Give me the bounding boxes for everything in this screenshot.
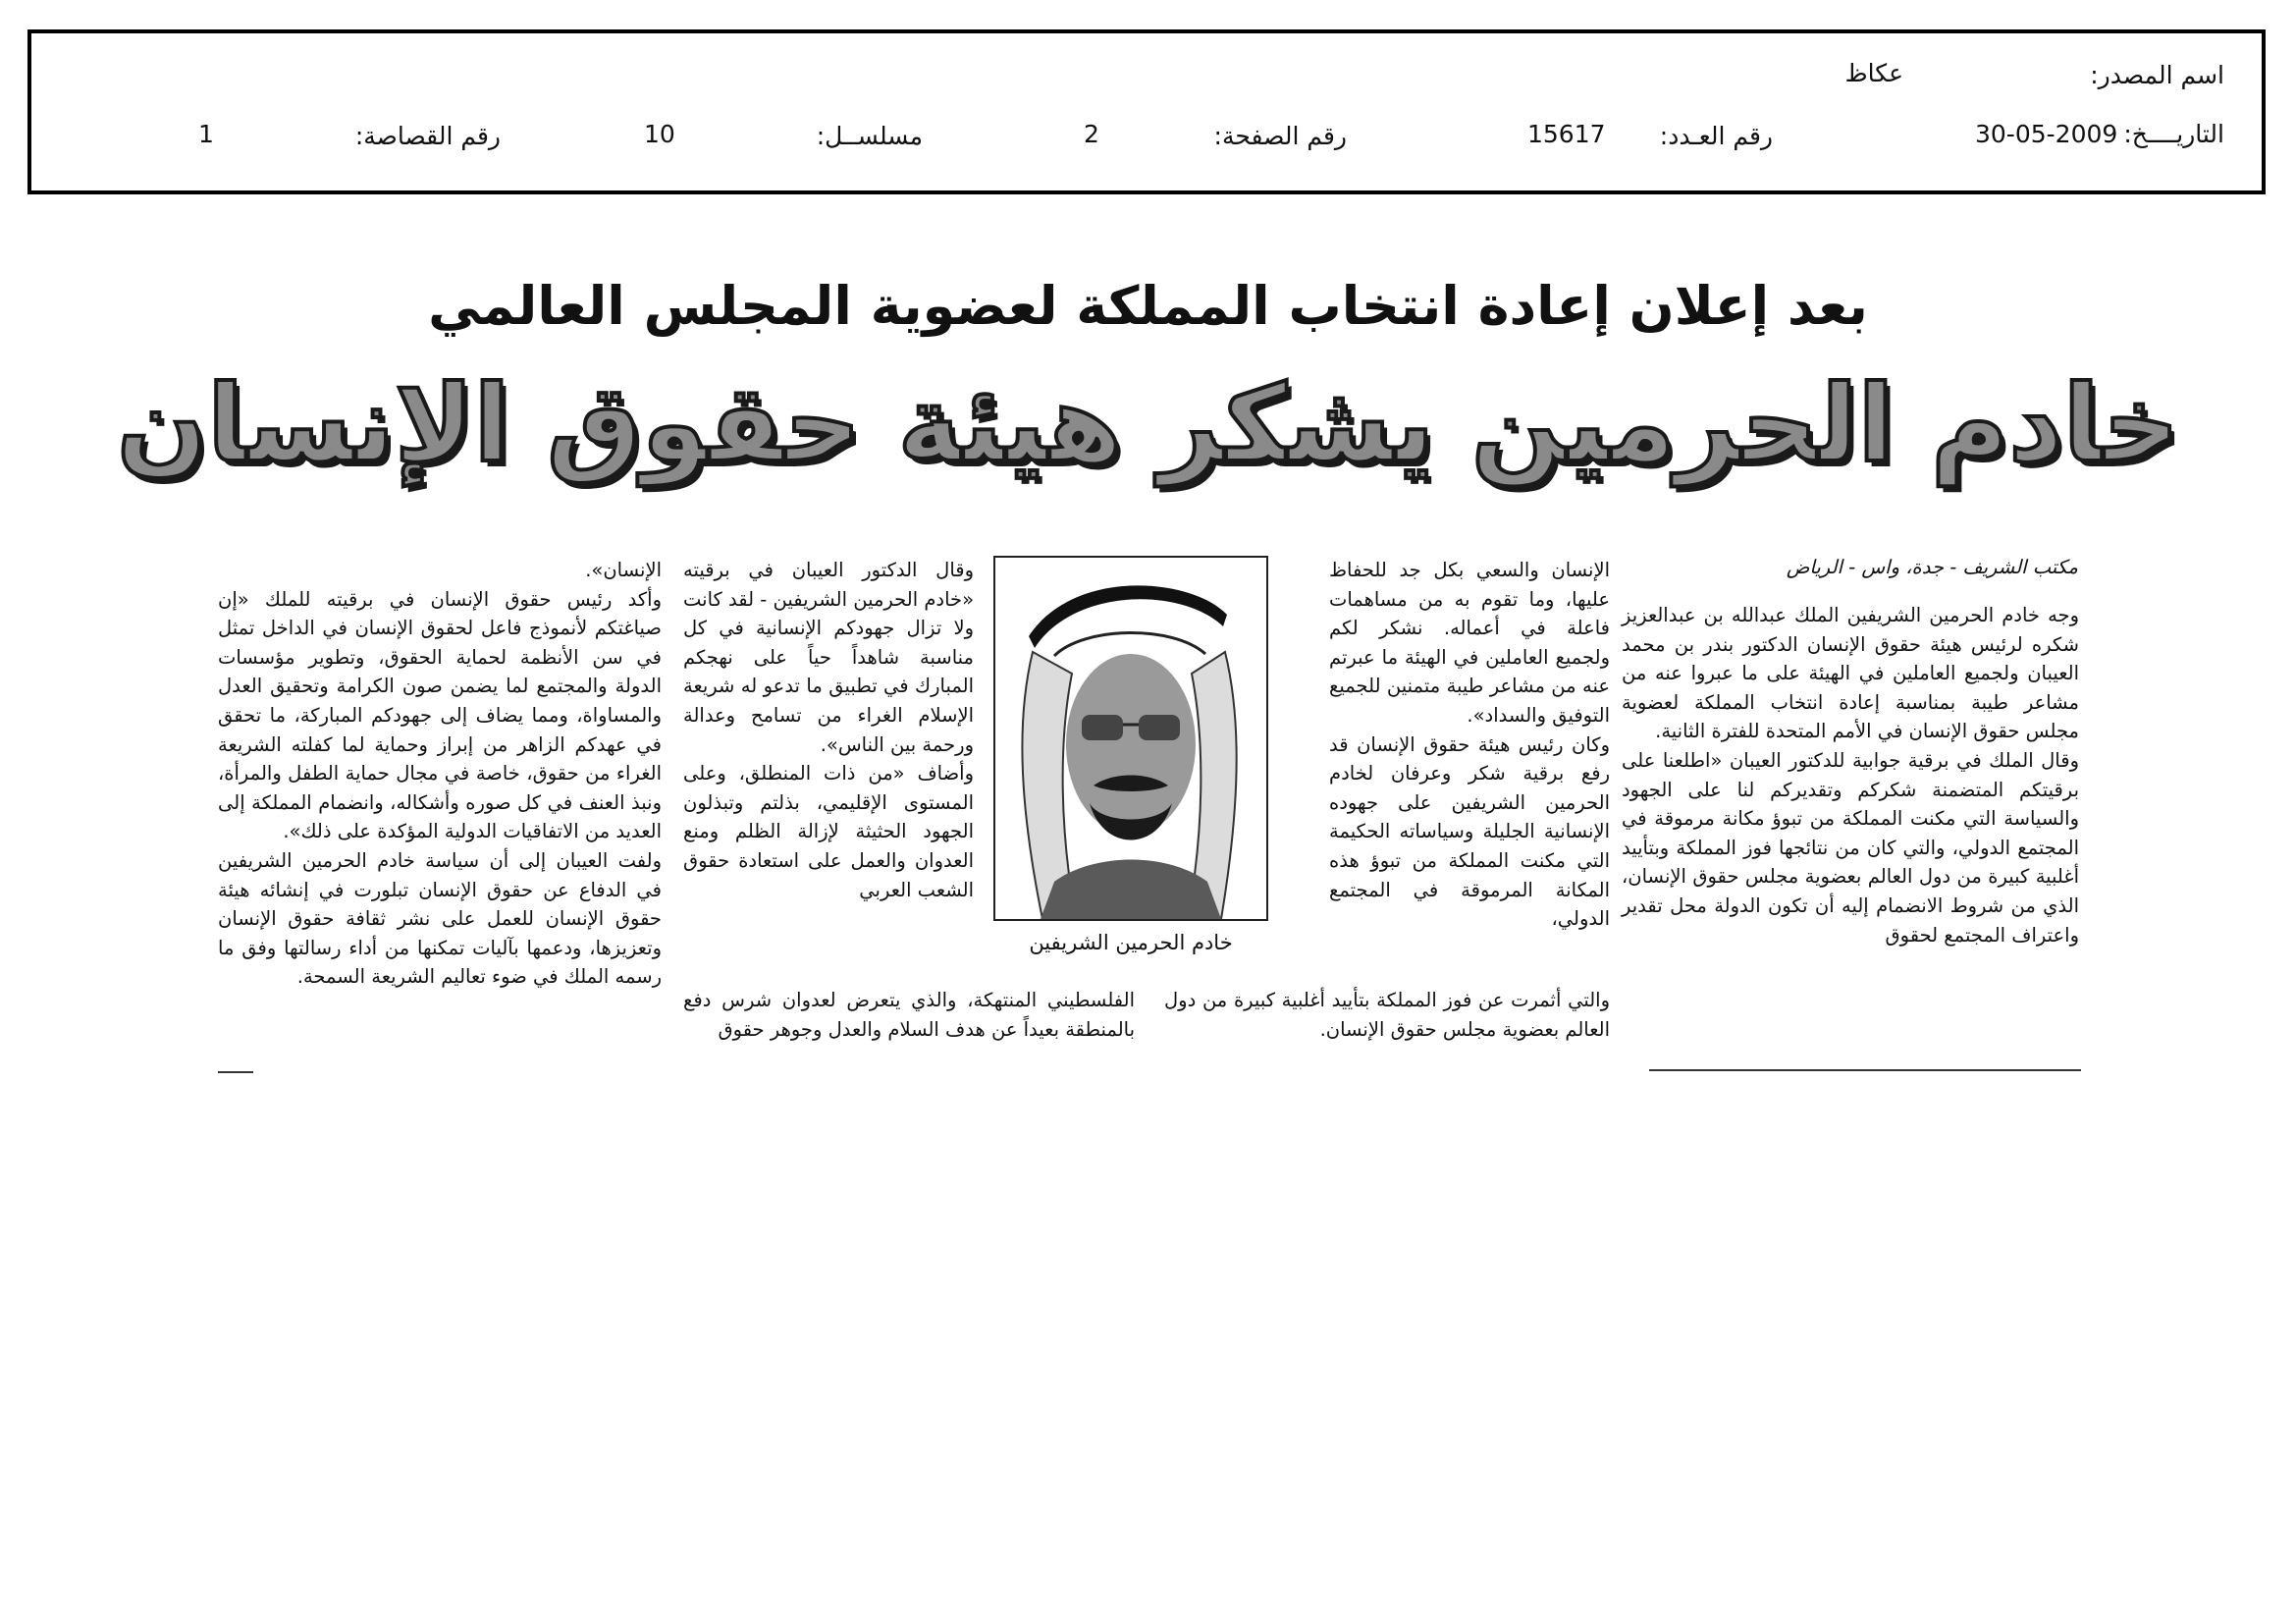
serial-label: مسلســل: xyxy=(816,122,923,150)
serial-value: 10 xyxy=(644,120,675,148)
page-value: 2 xyxy=(1084,120,1099,148)
photo-caption: خادم الحرمين الشريفين xyxy=(1029,931,1233,954)
clip-label: رقم القصاصة: xyxy=(354,122,501,150)
article-column-2-bottom: والتي أثمرت عن فوز المملكة بتأييد أغلبية كبيرة من دول العالم بعضوية مجلس حقوق الإنسان. xyxy=(1164,989,1610,1041)
king-portrait-photo xyxy=(993,556,1268,921)
column-end-rule-right xyxy=(1649,1069,2081,1071)
article-byline: مكتب الشريف - جدة، واس - الرياض xyxy=(1786,556,2078,578)
portrait-image xyxy=(995,558,1266,919)
article-kicker: بعد إعلان إعادة انتخاب المملكة لعضوية المجلس العالمي xyxy=(428,275,1868,337)
article-headline: خادم الحرمين يشكر هيئة حقوق الإنسان xyxy=(116,363,2180,486)
article-column-3-bottom: الفلسطيني المنتهكة، والذي يتعرض لعدوان شرس دفع بالمنطقة بعيداً عن هدف السلام والعدل وجوهر حقوق xyxy=(683,989,1135,1041)
clip-value: 1 xyxy=(198,120,214,148)
clipping-header xyxy=(27,29,2266,194)
page-label: رقم الصفحة: xyxy=(1213,122,1347,150)
source-value: عكاظ xyxy=(1844,59,1903,87)
column-end-rule-left xyxy=(218,1071,253,1073)
date-value: 30-05-2009 xyxy=(1975,120,2118,148)
issue-label: رقم العـدد: xyxy=(1659,122,1773,150)
issue-value: 15617 xyxy=(1527,120,1606,148)
article-column-4: الإنسان». وأكد رئيس حقوق الإنسان في برقيته للملك «إن صياغتكم لأنموذج فاعل لحقوق الإنسان في الداخل تمثل في سن الأنظمة لحماية الحقوق، وتطوير مؤسسات الدولة والمجتمع لما يضمن صون الكرامة وتحقيق العدل والمساواة، ومما يضاف إلى جهودكم المباركة، ما تحقق في عهدكم الزاهر من إبراز وحماية لما كفلته الشريعة الغراء من حقوق، خاصة في مجال حماية الطفل والمرأة، ونبذ العنف في كل صوره وأشكاله، وانضمام المملكة إلى العديد من الاتفاقيات الدولية المؤكدة على ذلك». ولفت العيبان إلى أن سياسة خادم الحرمين الشريفين في الدفاع عن حقوق الإنسان تبلورت في إنشائه هيئة حقوق الإنسان للعمل على نشر ثقافة حقوق الإنسان وتعزيزها، ودعمها بآليات تمكنها من أداء رسالتها وفق ما رسمه الملك في ضوء تعاليم الشريعة السمحة. xyxy=(218,559,662,989)
date-label: التاريــــخ: xyxy=(2123,120,2224,148)
article-column-3-top: وقال الدكتور العيبان في برقيته «خادم الحرمين الشريفين - لقد كانت ولا تزال جهودكم الإنسانية في كل مناسبة شاهداً حياً على نهجكم المبارك في تطبيق ما تدعو له شريعة الإسلام الغراء من تسامح وعدالة ورحمة بين الناس». وأضاف «من ذات المنطلق، وعلى المستوى الإقليمي، بذلتم وتبذلون الجهود الحثيثة لإزالة الظلم ومنع العدوان والعمل على استعادة حقوق الشعب العربي xyxy=(683,559,974,901)
article-column-1: وجه خادم الحرمين الشريفين الملك عبدالله بن عبدالعزيز شكره لرئيس هيئة حقوق الإنسان الدكتور بندر بن محمد العيبان ولجميع العاملين في الهيئة على ما عبروا عنه من مشاعر طيبة بمناسبة إعادة انتخاب المملكة لعضوية مجلس حقوق الإنسان في الأمم المتحدة للفترة الثانية. وقال الملك في برقية جوابية للدكتور العيبان «اطلعنا على برقيتكم المتضمنة شكركم وتقديركم لنا على الجهود والسياسة التي مكنت المملكة من تبوؤ مكانة مرموقة في المجتمع الدولي، والتي كان من نتائجها فوز المملكة وبتأييد أغلبية كبيرة من دول العالم بعضوية مجلس حقوق الإنسان، الذي من شروط الانضمام إليه أن تكون الدولة محل تقدير واعتراف المجتمع لحقوق xyxy=(1622,604,2079,947)
source-label: اسم المصدر: xyxy=(2090,61,2224,89)
article-column-2-top: الإنسان والسعي بكل جد للحفاظ عليها، وما تقوم به من مساهمات فاعلة في أعماله. نشكر لكم ولجميع العاملين في الهيئة ما عبرتم عنه من مشاعر طيبة متمنين للجميع التوفيق والسداد». وكان رئيس هيئة حقوق الإنسان قد رفع برقية شكر وعرفان لخادم الحرمين الشريفين على جهوده الإنسانية الجليلة وسياساته الحكيمة التي مكنت المملكة من تبوؤ هذه المكانة المرموقة في المجتمع الدولي، xyxy=(1329,559,1610,931)
